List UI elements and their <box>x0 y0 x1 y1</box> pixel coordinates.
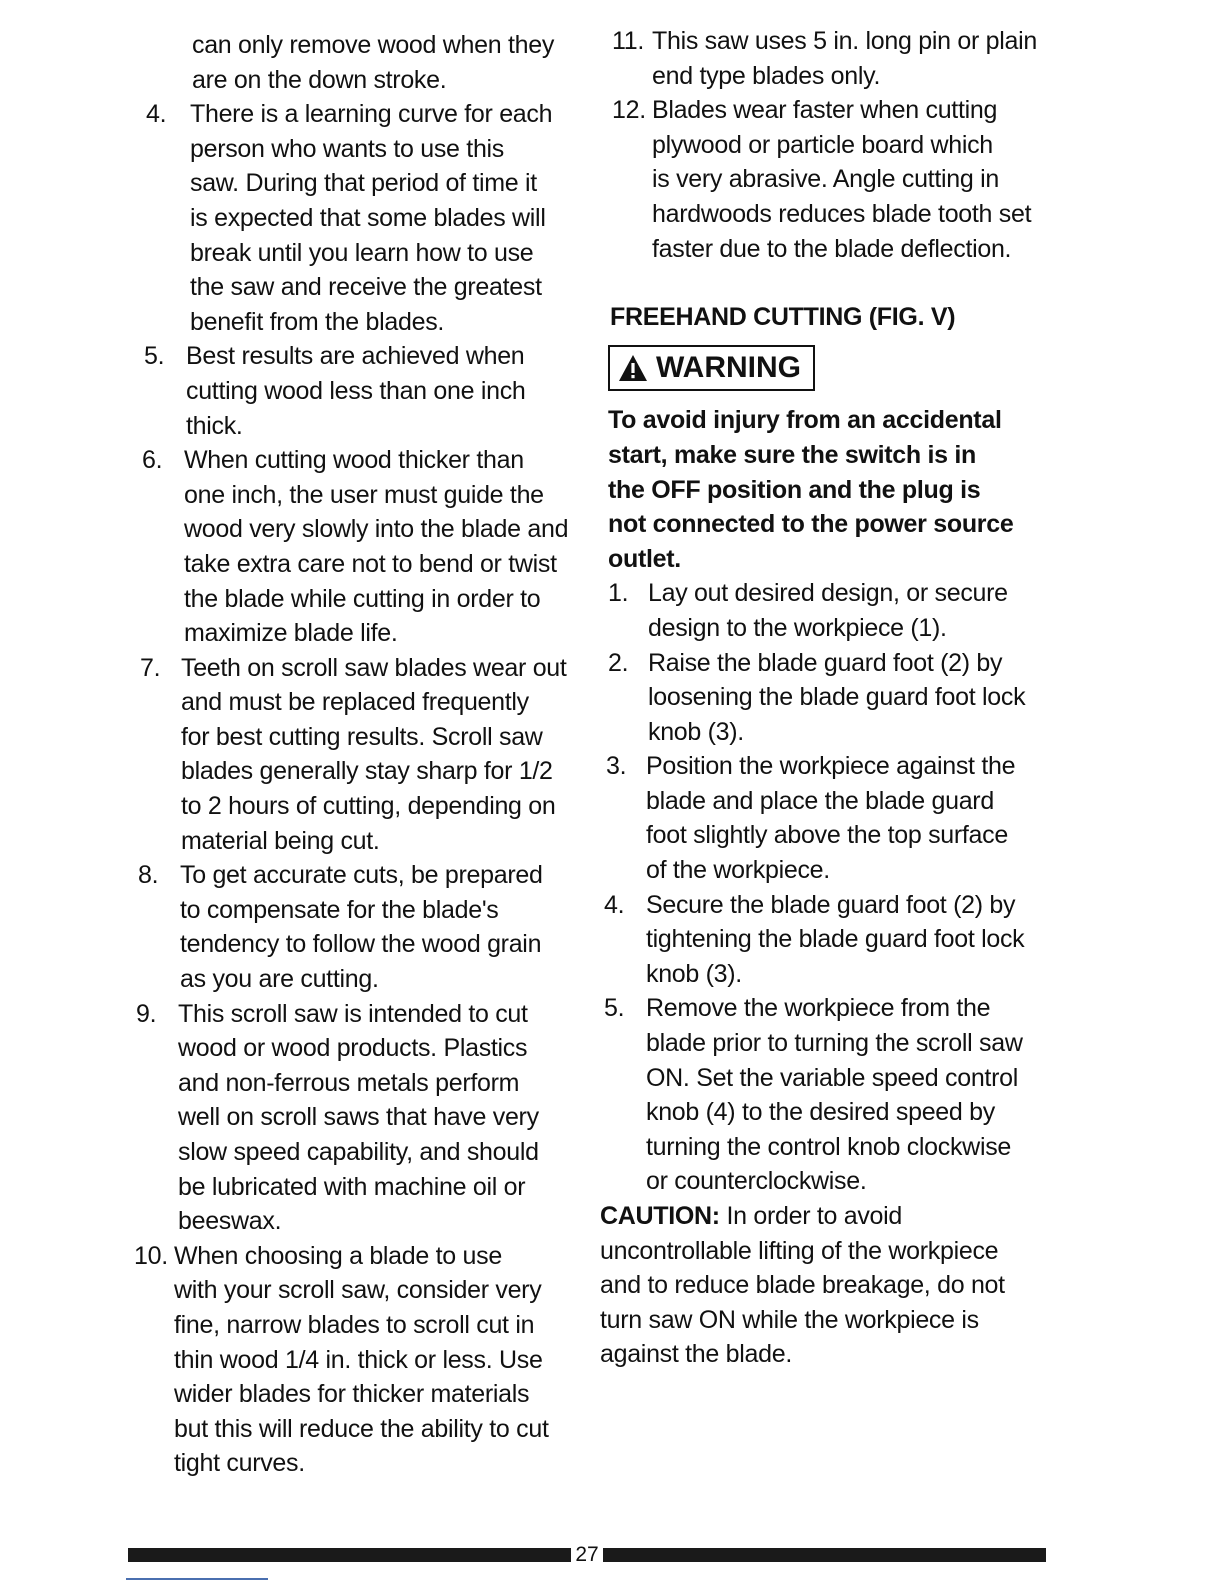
scan-underline <box>126 1578 268 1580</box>
list-text: Blades wear faster when cutting plywood or particle board which is very abrasive. Angle cutting in hardwoods reduces blade tooth set faster due to the blade deflection. <box>652 96 1032 263</box>
step-number: 4. <box>604 890 625 919</box>
step-4 <box>600 888 1050 992</box>
list-item-12 <box>600 93 1050 266</box>
caution-paragraph <box>600 1199 1050 1372</box>
section-heading: FREEHAND CUTTING (FIG. V) <box>610 303 956 332</box>
list-item-9 <box>134 997 580 1239</box>
step-5 <box>600 991 1050 1199</box>
step-number: 5. <box>604 994 625 1023</box>
list-number: 11. <box>612 27 644 55</box>
list-number: 9. <box>136 999 157 1028</box>
step-number: 3. <box>606 752 627 781</box>
list-number: 10. <box>134 1241 168 1270</box>
list-number: 4. <box>146 100 167 129</box>
warning-block <box>608 345 1050 392</box>
list-number: 6. <box>142 446 163 475</box>
list-item-7 <box>134 651 580 859</box>
list-text: Teeth on scroll saw blades wear out and must be replaced frequently for best cutting results. Scroll saw blades generally stay sharp for 1/2 to 2 hours of cutting, depending on material being cut. <box>181 653 567 855</box>
list-text: This saw uses 5 in. long pin or plain end type blades only. <box>652 27 1037 90</box>
list-text: When choosing a blade to use with your scroll saw, consider very fine, narrow blades to scroll cut in thin wood 1/4 in. thick or less. Use wider blades for thicker materials but this will reduce the ability to cut tight curves. <box>174 1241 549 1478</box>
step-text: Position the workpiece against the blade and place the blade guard foot slightly above the top surface of the workpiece. <box>646 752 1016 885</box>
warning-box <box>608 345 815 391</box>
list-item-11 <box>600 24 1050 93</box>
list-item-10 <box>134 1239 580 1481</box>
list-number: 12. <box>612 96 646 125</box>
footer-bar-left <box>128 1548 571 1562</box>
list-number: 8. <box>138 861 159 890</box>
list-item-4 <box>134 97 580 339</box>
step-number: 1. <box>608 579 629 608</box>
right-column <box>600 24 1050 1372</box>
warning-text: To avoid injury from an accidental start, make sure the switch is in the OFF position and the plug is not connected to the power source outlet. <box>608 406 1014 573</box>
list-text: Best results are achieved when cutting wood less than one inch thick. <box>186 342 526 440</box>
step-text: Secure the blade guard foot (2) by tightening the blade guard foot lock knob (3). <box>646 890 1025 988</box>
list-item-5 <box>134 339 580 443</box>
step-number: 2. <box>608 648 629 677</box>
step-1 <box>600 576 1050 645</box>
step-3 <box>600 749 1050 887</box>
list-text: This scroll saw is intended to cut wood or wood products. Plastics and non-ferrous metals perform well on scroll saws that have very slow speed capability, and should be lubricated with machine oil or beeswax. <box>178 999 539 1236</box>
caution-label: CAUTION: <box>600 1202 720 1230</box>
step-text: Raise the blade guard foot (2) by loosening the blade guard foot lock knob (3). <box>648 648 1026 746</box>
page-footer <box>128 1544 1046 1566</box>
page-number: 27 <box>575 1543 599 1566</box>
footer-bar-right <box>603 1548 1046 1562</box>
warning-triangle-icon <box>618 354 648 382</box>
intro-continuation: can only remove wood when they are on the down stroke. <box>192 31 555 94</box>
list-item-6 <box>134 443 580 651</box>
list-item-8 <box>134 858 580 996</box>
list-number: 7. <box>140 653 161 682</box>
caution-text: In order to avoid uncontrollable lifting of the workpiece and to reduce blade breakage, do not turn saw ON while the workpiece is against the blade. <box>600 1202 1005 1369</box>
step-text: Remove the workpiece from the blade prior to turning the scroll saw ON. Set the variable speed control knob (4) to the desired speed by turning the control knob clockwise or counterclockwise. <box>646 994 1023 1196</box>
list-number: 5. <box>144 342 165 371</box>
list-text: When cutting wood thicker than one inch, the user must guide the wood very slowly into the blade and take extra care not to bend or twist the blade while cutting in order to maximize blade life. <box>184 446 569 648</box>
list-text: To get accurate cuts, be prepared to compensate for the blade's tendency to follow the wood grain as you are cutting. <box>180 861 543 994</box>
warning-label: WARNING <box>656 350 801 384</box>
list-text: There is a learning curve for each person who wants to use this saw. During that period of time it is expected that some blades will break until you learn how to use the saw and receive the greatest benefit from the blades. <box>190 100 553 336</box>
step-text: Lay out desired design, or secure design to the workpiece (1). <box>648 579 1008 642</box>
left-column <box>134 28 580 1481</box>
step-2 <box>600 646 1050 750</box>
